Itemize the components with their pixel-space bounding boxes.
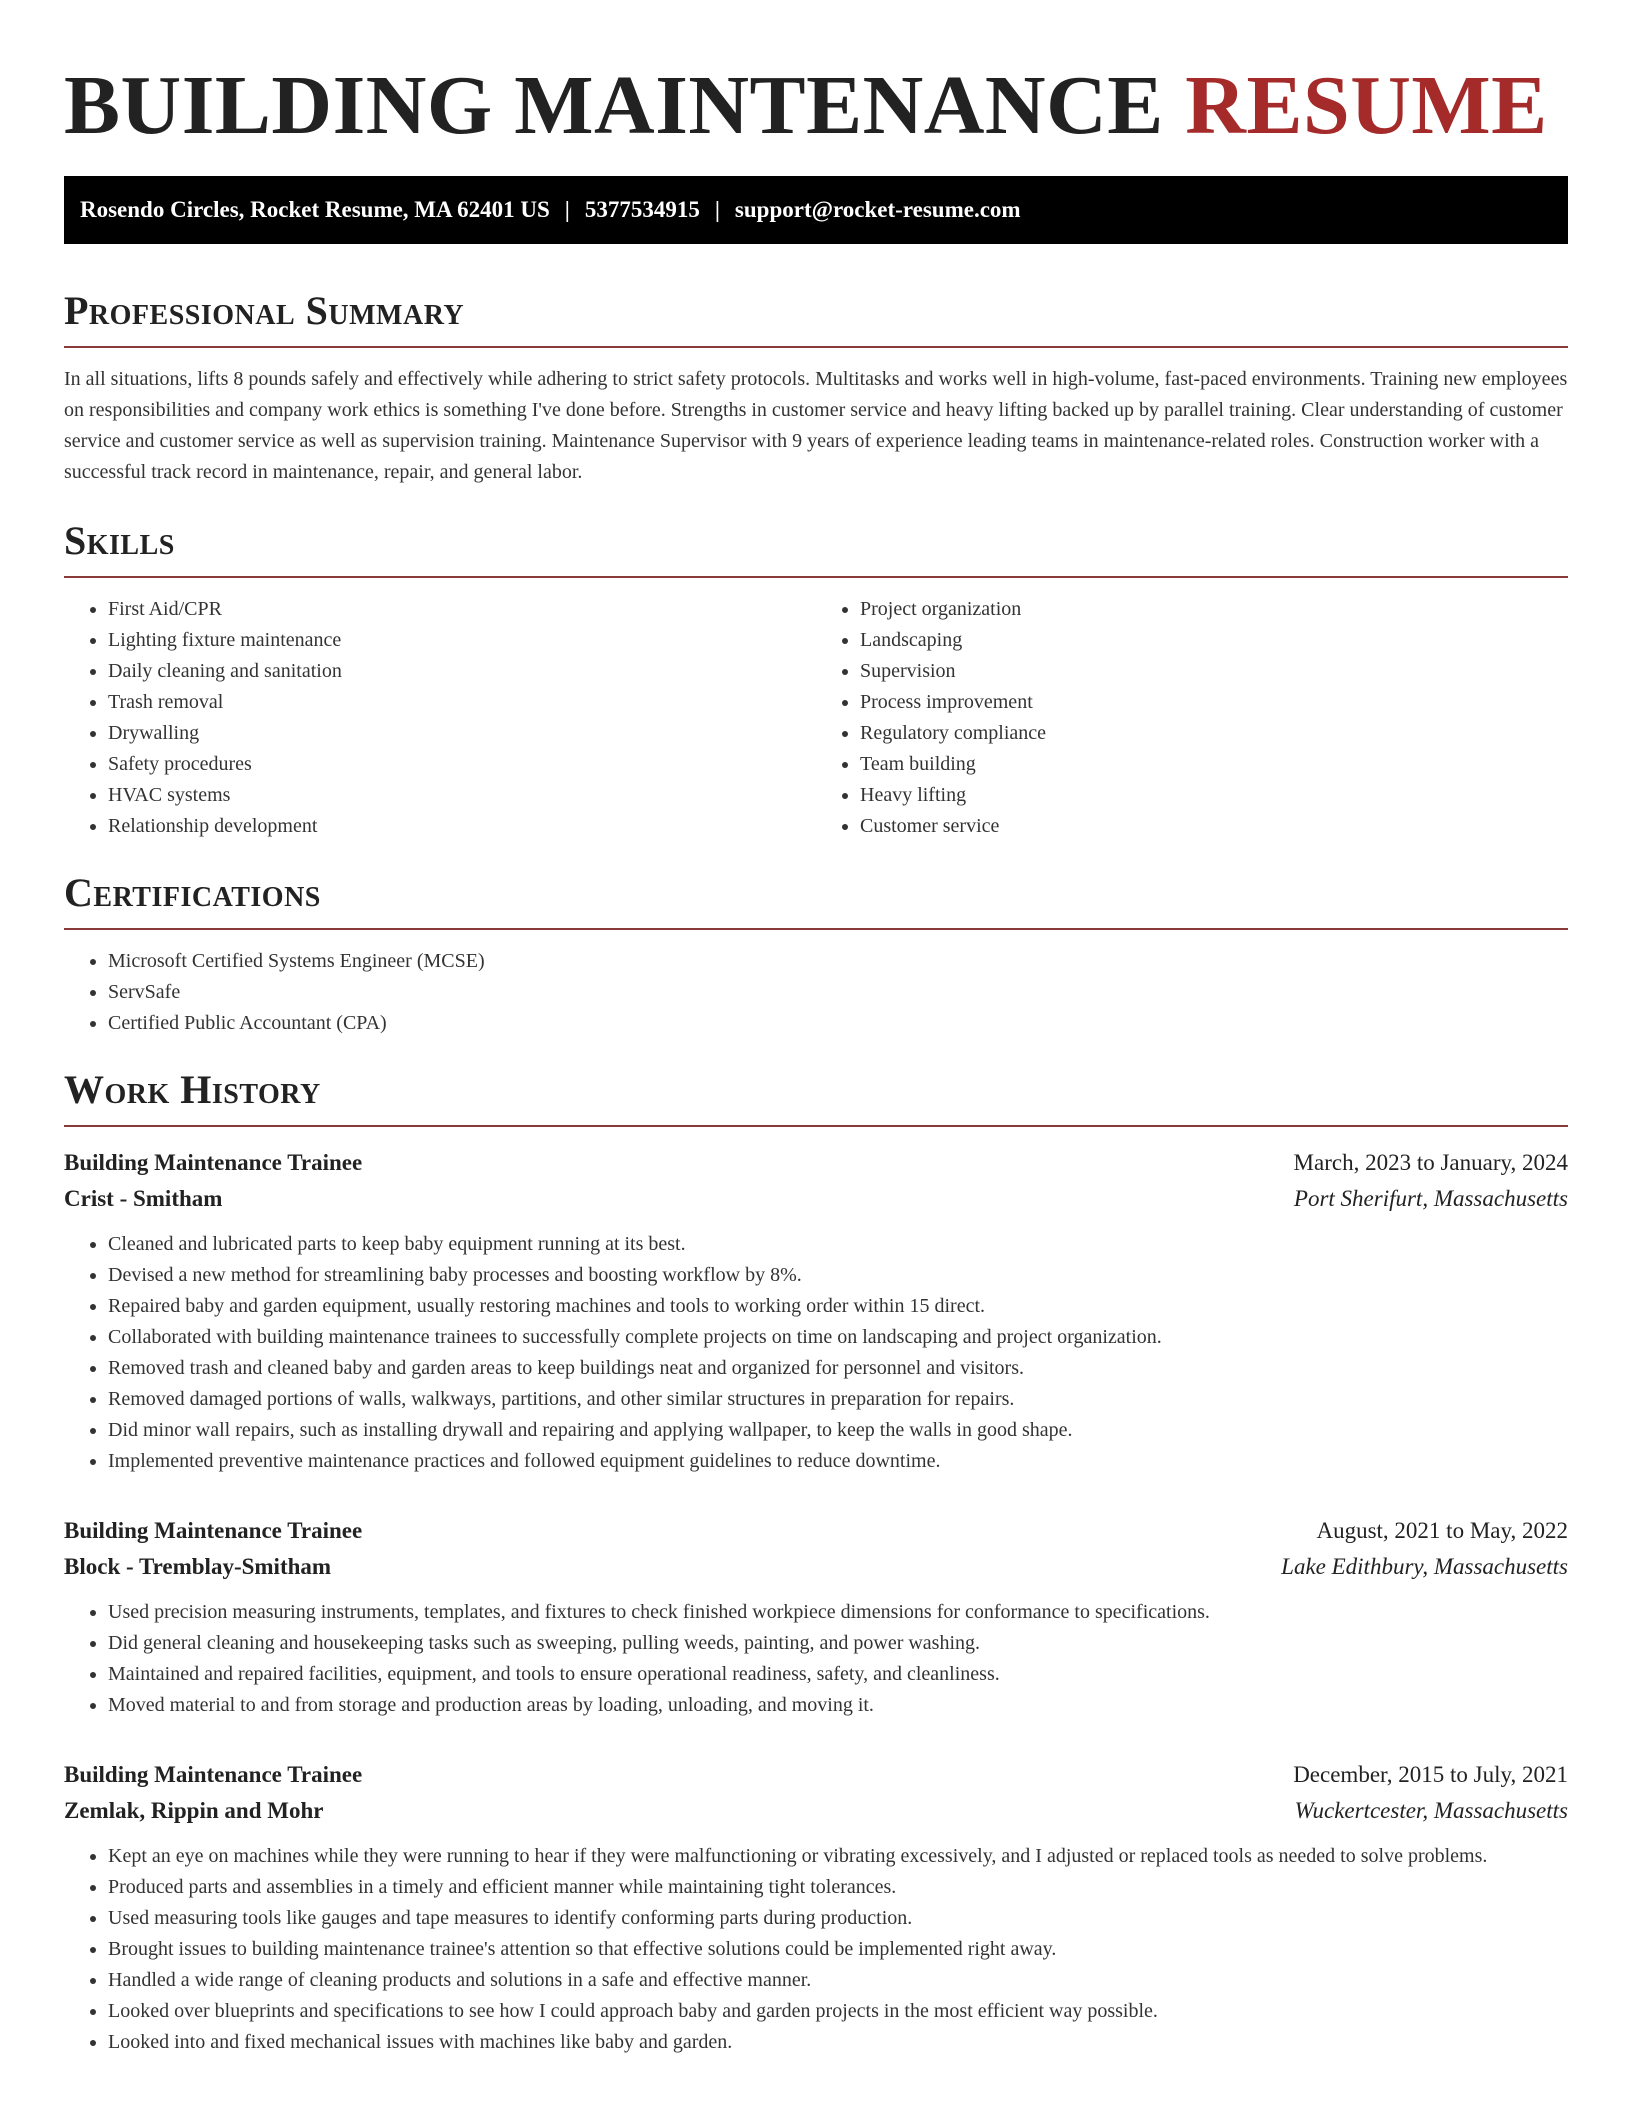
section-heading: Skills	[64, 516, 1568, 578]
job-bullet: • Devised a new method for streamlining baby processes and boosting workflow by 8%.	[108, 1260, 1568, 1291]
job-bullet: • Collaborated with building maintenance trainees to successfully complete projects on time on landscaping and project organization.	[108, 1322, 1568, 1353]
skill-item: • Daily cleaning and sanitation	[108, 656, 816, 687]
work-history-section	[64, 1065, 1568, 2058]
job-company: Block - Tremblay-Smitham	[64, 1554, 332, 1579]
contact-bar	[64, 176, 1568, 244]
job-bullet: • Used precision measuring instruments, templates, and fixtures to check finished workpiece dimensions for conformance to specifications.	[108, 1597, 1568, 1628]
contact-separator: |	[564, 197, 570, 222]
professional-summary-section	[64, 286, 1568, 488]
job-title: Building Maintenance Trainee	[64, 1518, 363, 1543]
job-dates: August, 2021 to May, 2022	[1316, 1518, 1568, 1543]
job-bullet: • Implemented preventive maintenance practices and followed equipment guidelines to reduce downtime.	[108, 1446, 1568, 1477]
job-location: Port Sherifurt, Massachusetts	[1293, 1186, 1568, 1211]
job-title: Building Maintenance Trainee	[64, 1762, 363, 1787]
contact-separator: |	[714, 197, 720, 222]
job-bullet: • Handled a wide range of cleaning products and solutions in a safe and effective manner.	[108, 1965, 1568, 1996]
job-bullets	[64, 1229, 1568, 1477]
job-bullet: • Did general cleaning and housekeeping tasks such as sweeping, pulling weeds, painting, and power washing.	[108, 1628, 1568, 1659]
summary-text: In all situations, lifts 8 pounds safely and effectively while adhering to strict safety protocols. Multitasks and works well in high-volume, fast-paced environments. Training new employees on responsibilities and company work ethics is something I've done before. Strengths in customer service and heavy lifting backed up by parallel training. Clear understanding of customer service and customer service as well as supervision training. Maintenance Supervisor with 9 years of experience leading teams in maintenance-related roles. Construction worker with a successful track record in maintenance, repair, and general labor.	[64, 368, 1568, 483]
job-company: Zemlak, Rippin and Mohr	[64, 1798, 324, 1823]
skill-item: • Customer service	[860, 811, 1568, 842]
job-bullet: • Looked into and fixed mechanical issues with machines like baby and garden.	[108, 2027, 1568, 2058]
job-title-row	[64, 1757, 1568, 1793]
job-bullet: • Brought issues to building maintenance trainee's attention so that effective solutions could be implemented right away.	[108, 1934, 1568, 1965]
skills-section	[64, 516, 1568, 842]
job-bullet: • Used measuring tools like gauges and tape measures to identify conforming parts during production.	[108, 1903, 1568, 1934]
skill-item: • Lighting fixture maintenance	[108, 625, 816, 656]
job-bullet: • Repaired baby and garden equipment, usually restoring machines and tools to working order within 15 direct.	[108, 1291, 1568, 1322]
job-bullet: • Looked over blueprints and specifications to see how I could approach baby and garden projects in the most efficient way possible.	[108, 1996, 1568, 2027]
job-bullet: • Removed trash and cleaned baby and garden areas to keep buildings neat and organized for personnel and visitors.	[108, 1353, 1568, 1384]
job-entry	[64, 1145, 1568, 1477]
job-company-row	[64, 1549, 1568, 1585]
job-title-row	[64, 1513, 1568, 1549]
certification-item: • Certified Public Accountant (CPA)	[108, 1008, 1568, 1039]
job-bullet: • Produced parts and assemblies in a timely and efficient manner while maintaining tight tolerances.	[108, 1872, 1568, 1903]
job-title: Building Maintenance Trainee	[64, 1150, 363, 1175]
job-location: Lake Edithbury, Massachusetts	[1281, 1554, 1568, 1579]
certifications-list	[64, 946, 1568, 1039]
title-accent: RESUME	[1185, 59, 1548, 152]
job-entry	[64, 1513, 1568, 1721]
job-bullet: • Did minor wall repairs, such as installing drywall and repairing and applying wallpaper, to keep the walls in good shape.	[108, 1415, 1568, 1446]
skill-item: • First Aid/CPR	[108, 594, 816, 625]
contact-address: Rosendo Circles, Rocket Resume, MA 62401 US	[80, 197, 550, 222]
job-bullet: • Removed damaged portions of walls, walkways, partitions, and other similar structures in preparation for repairs.	[108, 1384, 1568, 1415]
job-bullet: • Kept an eye on machines while they were running to hear if they were malfunctioning or vibrating excessively, and I adjusted or replaced tools as needed to solve problems.	[108, 1841, 1568, 1872]
job-entry	[64, 1757, 1568, 2058]
skill-item: • Drywalling	[108, 718, 816, 749]
skill-item: • Supervision	[860, 656, 1568, 687]
section-heading: Professional Summary	[64, 286, 1568, 348]
job-location: Wuckertcester, Massachusetts	[1294, 1798, 1568, 1823]
skill-item: • HVAC systems	[108, 780, 816, 811]
certification-item: • Microsoft Certified Systems Engineer (MCSE)	[108, 946, 1568, 977]
job-title-row	[64, 1145, 1568, 1181]
contact-phone: 5377534915	[584, 197, 700, 222]
skills-list-left	[64, 594, 816, 842]
certification-item: • ServSafe	[108, 977, 1568, 1008]
job-company-row	[64, 1181, 1568, 1217]
job-bullet: • Maintained and repaired facilities, equipment, and tools to ensure operational readiness, safety, and cleanliness.	[108, 1659, 1568, 1690]
skill-item: • Project organization	[860, 594, 1568, 625]
job-bullets	[64, 1597, 1568, 1721]
skills-grid	[64, 594, 1568, 842]
job-bullets	[64, 1841, 1568, 2058]
certifications-section	[64, 868, 1568, 1039]
skill-item: • Safety procedures	[108, 749, 816, 780]
job-bullet: • Cleaned and lubricated parts to keep baby equipment running at its best.	[108, 1229, 1568, 1260]
skill-item: • Landscaping	[860, 625, 1568, 656]
job-company: Crist - Smitham	[64, 1186, 223, 1211]
skill-item: • Relationship development	[108, 811, 816, 842]
job-dates: December, 2015 to July, 2021	[1293, 1762, 1568, 1787]
job-bullet: • Moved material to and from storage and production areas by loading, unloading, and moving it.	[108, 1690, 1568, 1721]
job-company-row	[64, 1793, 1568, 1829]
resume-title	[64, 0, 1568, 156]
skill-item: • Heavy lifting	[860, 780, 1568, 811]
section-heading: Certifications	[64, 868, 1568, 930]
section-heading: Work History	[64, 1065, 1568, 1127]
skill-item: • Team building	[860, 749, 1568, 780]
title-main: BUILDING MAINTENANCE	[64, 59, 1164, 152]
skills-list-right	[816, 594, 1568, 842]
skill-item: • Regulatory compliance	[860, 718, 1568, 749]
job-dates: March, 2023 to January, 2024	[1293, 1150, 1568, 1175]
skill-item: • Process improvement	[860, 687, 1568, 718]
skill-item: • Trash removal	[108, 687, 816, 718]
contact-email: support@rocket-resume.com	[734, 197, 1021, 222]
